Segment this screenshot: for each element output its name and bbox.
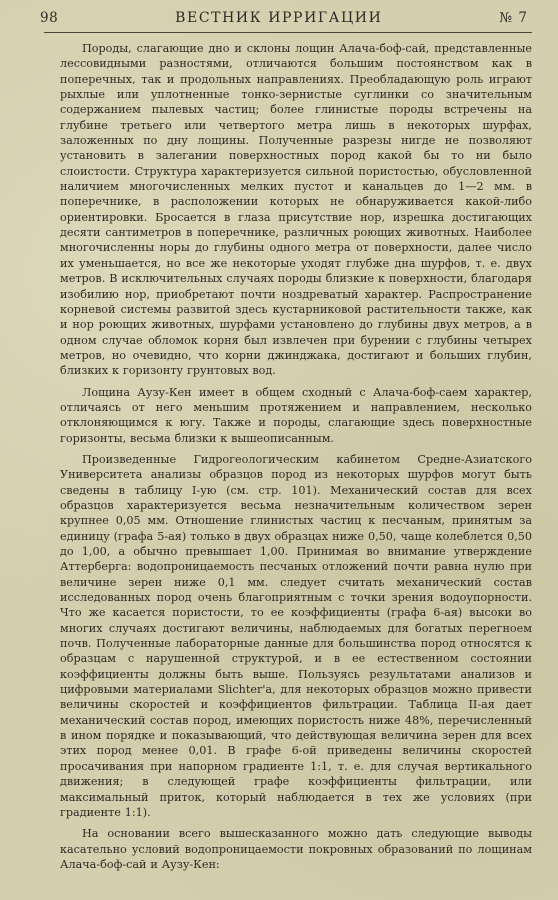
article-body [44, 41, 532, 872]
paragraph-3: Произведенные Гидрогеологическим кабинетом Средне-Азиатского Университета анализы образцов пород из некоторых шурфов могут быть сведены в таблицу I-ую (см. стр. 101). Механический состав для всех образцов характеризуется весьма незначительным количеством зерен крупнее 0,05 мм. Отношение глинистых частиц к песчаным, принятым за единицу (графа 5-ая) только в двух образцах ниже 0,50, чаще колеблется 0,50 до 1,00, а обычно превышает 1,00. Принимая во внимание утверждение Аттерберга: водопроницаемость песчаных отложений почти равна нулю при величине зерен ниже 0,1 мм. следует считать механический состав исследованных пород очень благоприятным с точки зрения водоупорности. Что же касается пористости, то ее коэффициенты (графа 6-ая) высоки во многих случаях достигают величины, наблюдаемых для богатых перегноем почв. Полученные лабораторные данные для большинства пород относятся к образцам с нарушенной структурой, и в ее естественном состоянии коэффициенты должны быть выше. Пользуясь результатами анализов и цифровыми материалами Slichter'a, для некоторых образцов можно привести величины скоростей и коэффициентов фильтрации. Таблица II-ая дает механический состав пород, имеющих пористость ниже 48%, перечисленный в ином порядке и показывающий, что действующая величина зерен для всех этих пород менее 0,01. В графе 6-ой приведены величины скоростей просачивания при напорном градиенте 1:1, т. е. для случая вертикального движения; в следующей графе коэффициенты фильтрации, или максимальный приток, который наблюдается в тех же условиях (при градиенте 1:1). [60, 452, 532, 819]
page-number: 98 [40, 10, 59, 26]
issue-number: № 7 [499, 10, 528, 26]
paragraph-4: На основании всего вышесказанного можно дать следующие выводы касательно условий водопроницаемости покровных образований по лощинам Алача-боф-сай и Аузу-Кен: [60, 827, 532, 871]
journal-title: ВЕСТНИК ИРРИГАЦИИ [175, 10, 383, 26]
paragraph-2: Лощина Аузу-Кен имеет в общем сходный с Алача-боф-саем характер, отличаясь от него меньшим протяжением и направлением, несколько отклоняющимся к югу. Также и породы, слагающие здесь поверхностные горизонты, весьма близки к вышеописанным. [60, 385, 532, 445]
running-header [40, 10, 532, 26]
paragraph-1: Породы, слагающие дно и склоны лощин Алача-боф-сай, представленные лессовидными разностями, отличаются большим постоянством как в поперечных, так и продольных направлениях. Преобладающую роль играют рыхлые или уплотненные тонко-зернистые суглинки со значительным содержанием пылевых частиц; более глинистые породы встречены на глубине третьего или четвертого метра лишь в некоторых шурфах, заложенных по дну лощины. Полученные разрезы нигде не позволяют установить в залегании поверхностных пород какой бы то ни было слоистости. Структура характеризуется сильной пористостью, обусловленной наличием многочисленных мелких пустот и канальцев до 1—2 мм. в поперечнике, в расположении которых не обнаруживается какой-либо ориентировки. Бросается в глаза присутствие нор, изрешка достигающих десяти сантиметров в поперечнике, различных роющих животных. Наиболее многочисленны норы до глубины одного метра от поверхности, далее число их уменьшается, но все же некоторые уходят глубже дна шурфов, т. е. двух метров. В исключительных случаях породы близкие к поверхности, благодаря изобилию нор, приобретают почти ноздреватый характер. Распространение корневой системы развитой здесь кустарниковой растительности также, как и нор роющих животных, шурфами установлено до глубины двух метров, а в одном случае обломок корня был извлечен при бурении с глубины четырех метров, но очевидно, что корни джинджака, достигают и больших глубин, близких к горизонту грунтовых вод. [60, 42, 532, 378]
header-rule [44, 32, 532, 33]
